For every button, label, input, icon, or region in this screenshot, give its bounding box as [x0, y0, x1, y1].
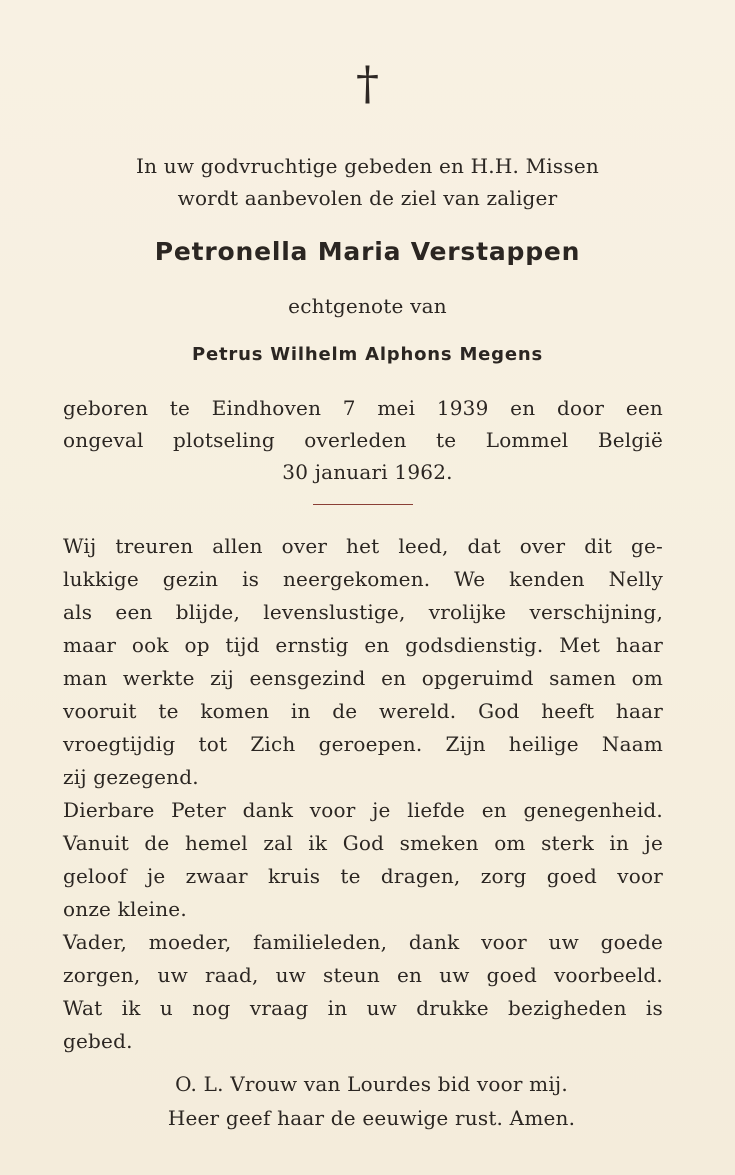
closing-prayer-line-2: Heer geef haar de eeuwige rust. Amen. — [167, 1106, 576, 1130]
body-line: vooruit te komen in de wereld. God heeft haar — [63, 699, 663, 723]
cross-icon: † — [356, 56, 379, 110]
relation-text: echtgenote van — [288, 294, 447, 318]
birth-death-line-3: 30 januari 1962. — [282, 460, 453, 484]
birth-death-line-1: geboren te Eindhoven 7 mei 1939 en door een — [63, 396, 663, 420]
body-line: onze kleine. — [63, 897, 187, 921]
body-line: zij gezegend. — [63, 765, 199, 789]
invocation-line-1: In uw godvruchtige gebeden en H.H. Missen — [136, 154, 599, 178]
body-line: Vanuit de hemel zal ik God smeken om sterk in je — [63, 831, 663, 855]
body-line: gebed. — [63, 1029, 133, 1053]
body-line: als een blijde, levenslustige, vrolijke verschijning, — [63, 600, 663, 624]
body-line: Dierbare Peter dank voor je liefde en genegenheid. — [63, 798, 663, 822]
body-line: lukkige gezin is neergekomen. We kenden Nelly — [63, 567, 663, 591]
invocation-line-2: wordt aanbevolen de ziel van zaliger — [177, 186, 558, 210]
body-line: maar ook op tijd ernstig en godsdienstig. Met haar — [63, 633, 663, 657]
divider-line — [313, 504, 413, 505]
body-line: zorgen, uw raad, uw steun en uw goed voorbeeld. — [63, 963, 663, 987]
body-line: Vader, moeder, familieleden, dank voor uw goede — [63, 930, 663, 954]
body-line: Wat ik u nog vraag in uw drukke bezigheden is — [63, 996, 663, 1020]
birth-death-line-2: ongeval plotseling overleden te Lommel België — [63, 428, 663, 452]
body-line: Wij treuren allen over het leed, dat over dit ge- — [63, 534, 663, 558]
body-line: geloof je zwaar kruis te dragen, zorg goed voor — [63, 864, 663, 888]
deceased-name: Petronella Maria Verstappen — [154, 237, 581, 266]
body-line: vroegtijdig tot Zich geroepen. Zijn heilige Naam — [63, 732, 663, 756]
body-line: man werkte zij eensgezind en opgeruimd samen om — [63, 666, 663, 690]
closing-prayer-line-1: O. L. Vrouw van Lourdes bid voor mij. — [175, 1072, 568, 1096]
spouse-name: Petrus Wilhelm Alphons Megens — [192, 344, 543, 365]
